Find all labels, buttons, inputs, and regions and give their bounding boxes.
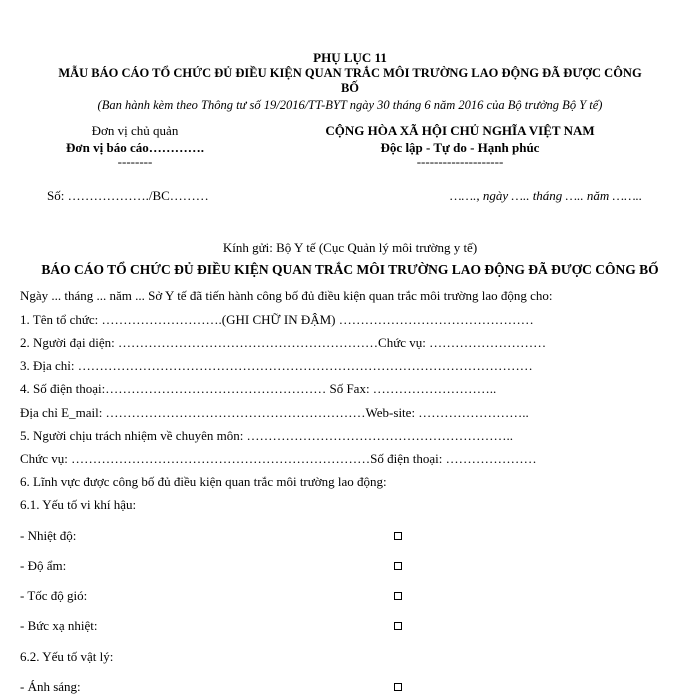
document-date: ……., ngày ….. tháng ….. năm ……..	[450, 188, 643, 203]
recipient-line: Kính gửi: Bộ Y tế (Cục Quản lý môi trường y tế)	[222, 240, 478, 255]
intro-line: Ngày ... tháng ... năm ... Sở Y tế đã tiến hành công bố đủ điều kiện quan trắc môi trường lao động cho:	[20, 288, 553, 303]
phone-fax-line: 4. Số điện thoại:…………………………………………… Số Fax: ………………………..	[20, 381, 497, 396]
microclimate-heading: 6.1. Yếu tố vi khí hậu:	[20, 497, 137, 512]
left-dashes: --------	[117, 154, 153, 169]
representative-line: 2. Người đại diện: ……………………………………………………Chức vụ: ………………………	[20, 335, 547, 350]
issued-note: (Ban hành kèm theo Thông tư số 19/2016/TT-BYT ngày 30 tháng 6 năm 2016 của Bộ trưởng Bộ Y tế)	[97, 98, 603, 112]
email-website-line: Địa chỉ E_mail: ……………………………………………………Web-site: ……………………..	[20, 405, 529, 420]
heat-radiation-checkbox[interactable]	[394, 622, 402, 630]
temperature-checkbox[interactable]	[394, 532, 402, 540]
humidity-checkbox[interactable]	[394, 562, 402, 570]
responsible-person-line: 5. Người chịu trách nhiệm về chuyên môn: ……………………………………………………..	[20, 428, 514, 443]
national-motto: Độc lập - Tự do - Hạnh phúc	[380, 140, 540, 155]
item-humidity: - Độ ẩm:	[20, 558, 67, 573]
physical-heading: 6.2. Yếu tố vật lý:	[20, 649, 114, 664]
position-phone-line: Chức vụ: ……………………………………………………………Số điện thoại: …………………	[20, 451, 537, 466]
report-title: BÁO CÁO TỔ CHỨC ĐỦ ĐIỀU KIỆN QUAN TRẮC MÔI TRƯỜNG LAO ĐỘNG ĐÃ ĐƯỢC CÔNG BỐ	[41, 262, 659, 277]
item-temperature: - Nhiệt độ:	[20, 528, 77, 543]
address-line: 3. Địa chỉ: ……………………………………………………………………………………………	[20, 358, 533, 373]
item-wind-speed: - Tốc độ gió:	[20, 588, 88, 603]
fields-heading: 6. Lĩnh vực được công bố đủ điều kiện quan trắc môi trường lao động:	[20, 474, 387, 489]
org-name-line: 1. Tên tổ chức: ……………………….(GHI CHỮ IN ĐẬM) ………………………………………	[20, 312, 534, 327]
item-heat-radiation: - Bức xạ nhiệt:	[20, 618, 98, 633]
light-checkbox[interactable]	[394, 683, 402, 691]
document-number: Số: ………………./BC………	[47, 188, 209, 203]
wind-speed-checkbox[interactable]	[394, 592, 402, 600]
right-dashes: --------------------	[416, 154, 504, 169]
appendix-title: PHỤ LỤC 11	[313, 50, 387, 65]
form-title-line-1: MẪU BÁO CÁO TỔ CHỨC ĐỦ ĐIỀU KIỆN QUAN TRẮC MÔI TRƯỜNG LAO ĐỘNG ĐÃ ĐƯỢC CÔNG	[58, 66, 642, 80]
republic-title: CỘNG HÒA XÃ HỘI CHỦ NGHĨA VIỆT NAM	[325, 123, 595, 138]
governing-unit: Đơn vị chủ quản	[91, 123, 179, 138]
reporting-unit: Đơn vị báo cáo………….	[66, 140, 204, 155]
form-title-line-2: BỐ	[340, 81, 360, 95]
item-light: - Ánh sáng:	[20, 679, 81, 694]
